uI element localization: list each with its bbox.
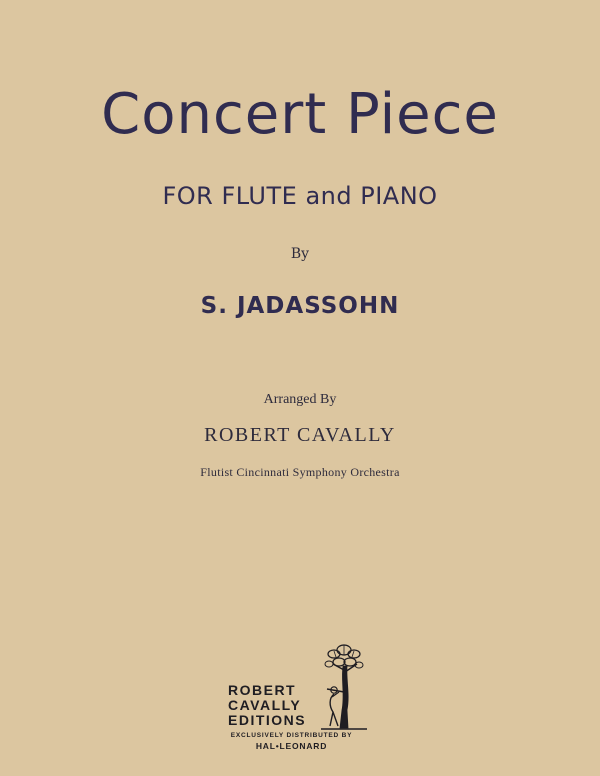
composer-name: S. JADASSOHN — [200, 293, 400, 319]
publisher-block — [214, 640, 384, 760]
publisher-name-line3: EDITIONS — [228, 712, 307, 728]
cover-title: Concert Piece — [101, 82, 499, 147]
arranged-by-label: Arranged By — [263, 392, 337, 407]
arranger-name: ROBERT CAVALLY — [204, 424, 396, 446]
distribution-note: EXCLUSIVELY DISTRIBUTED BY — [230, 732, 353, 739]
distributor-name: HAL•LEONARD — [255, 741, 328, 751]
publisher-name-line1: ROBERT — [228, 682, 297, 698]
arranger-affiliation: Flutist Cincinnati Symphony Orchestra — [200, 465, 400, 479]
publisher-name-line2: CAVALLY — [228, 697, 302, 713]
by-label: By — [290, 246, 310, 262]
cover-subtitle: FOR FLUTE and PIANO — [162, 182, 438, 210]
